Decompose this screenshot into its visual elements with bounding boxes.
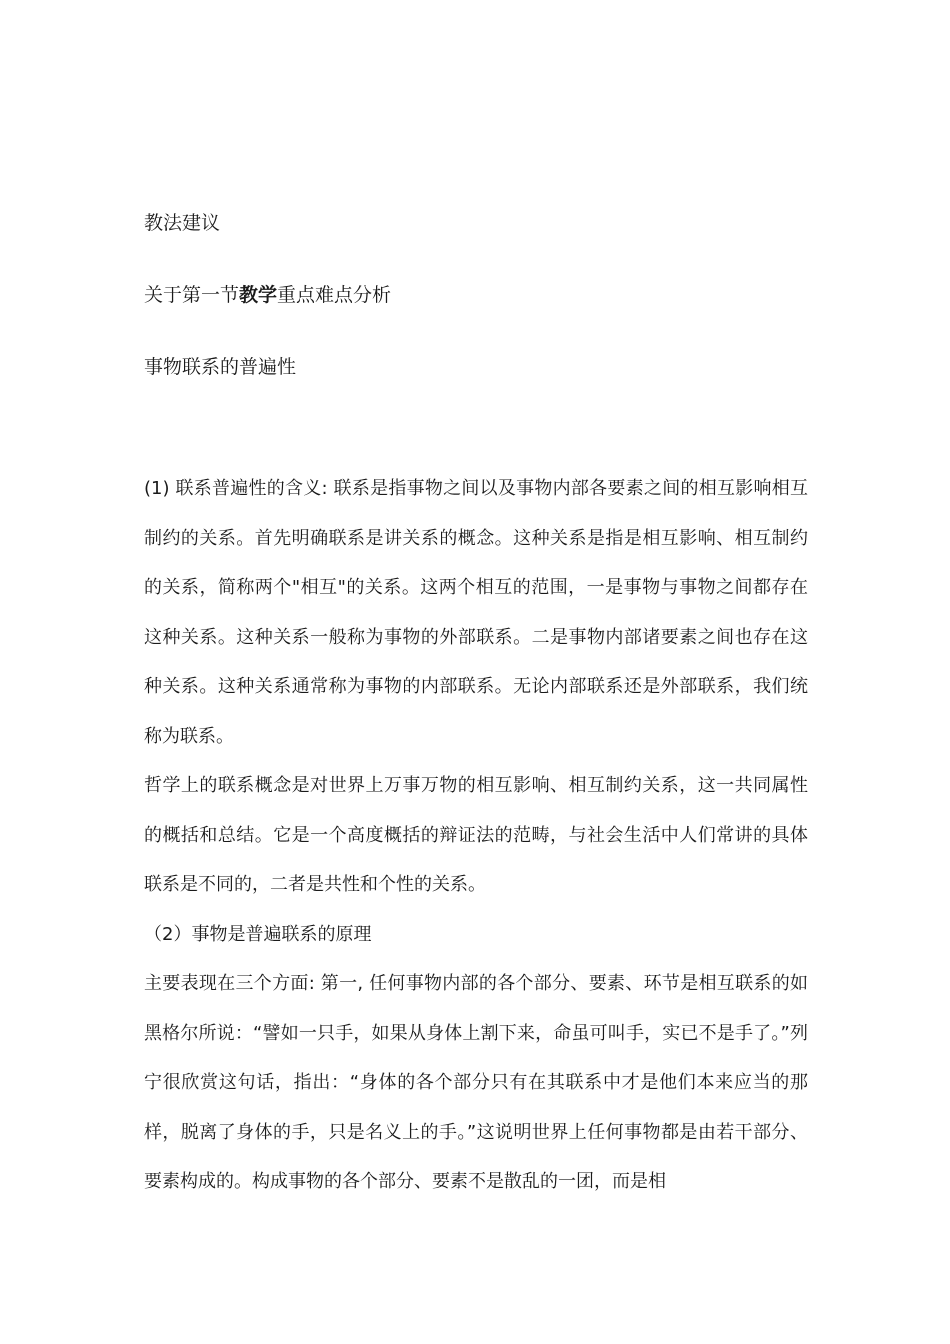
heading-universality: 事物联系的普遍性 bbox=[144, 356, 297, 378]
heading-section-bold: 教学 bbox=[239, 284, 278, 306]
heading-section-prefix: 关于第一节 bbox=[144, 284, 240, 306]
paragraph-three-aspects: 主要表现在三个方面: 第一, 任何事物内部的各个部分、要素、环节是相互联系的如黑格尔所说：“譬如一只手，如果从身体上割下来，命虽可叫手，实已不是手了。”列宁很欣赏这句话，指出：“身体的各个部分只有在其联系中才是他们本来应当的那样，脱离了身体的手，只是名义上的手。”这说明世界上任何事物都是由若干部分、要素构成的。构成事物的各个部分、要素不是散乱的一团，而是相 bbox=[144, 973, 808, 1192]
heading-teaching-advice: 教法建议 bbox=[144, 212, 221, 234]
body-text bbox=[144, 464, 808, 1207]
paragraph-philosophy: 哲学上的联系概念是对世界上万事万物的相互影响、相互制约关系，这一共同属性的概括和总结。它是一个高度概括的辩证法的范畴，与社会生活中人们常讲的具体联系是不同的，二者是共性和个性的关系。 bbox=[144, 775, 808, 895]
paragraph-subheading-principle: （2）事物是普遍联系的原理 bbox=[144, 923, 372, 945]
paragraph-definition: (1) 联系普遍性的含义: 联系是指事物之间以及事物内部各要素之间的相互影响相互制约的关系。首先明确联系是讲关系的概念。这种关系是指是相互影响、相互制约的关系，简称两个"相互"的关系。这两个相互的范围，一是事物与事物之间都存在这种关系。这种关系一般称为事物的外部联系。二是事物内部诸要素之间也存在这种关系。这种关系通常称为事物的内部联系。无论内部联系还是外部联系，我们统称为联系。 bbox=[144, 478, 808, 747]
heading-section-analysis bbox=[144, 282, 391, 308]
heading-section-suffix: 重点难点分析 bbox=[277, 284, 392, 306]
